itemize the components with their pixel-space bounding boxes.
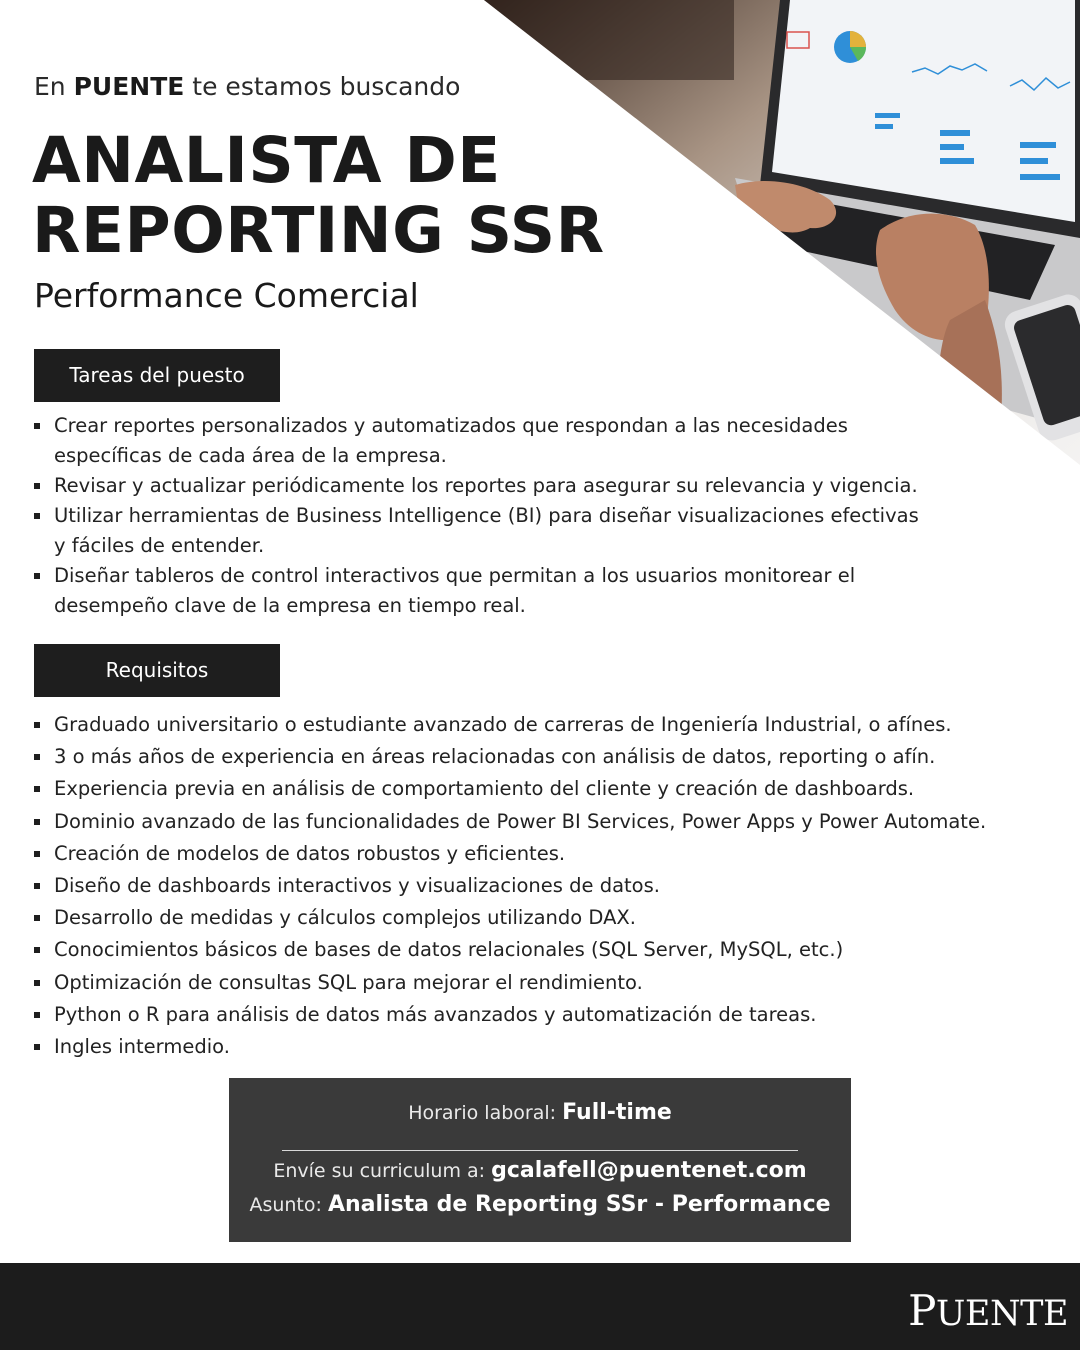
info-divider xyxy=(282,1150,798,1151)
job-title-line-1: ANALISTA DE xyxy=(32,124,501,197)
schedule-value: Full-time xyxy=(562,1100,672,1125)
footer-bar xyxy=(0,1263,1080,1350)
subject-value: Analista de Reporting SSr - Performance xyxy=(327,1192,831,1217)
task-item: Crear reportes personalizados y automatizados que respondan a las necesidades específicas de cada área de la empresa. xyxy=(34,411,919,471)
requirement-item: Conocimientos básicos de bases de datos relacionales (SQL Server, MySQL, etc.) xyxy=(34,934,986,966)
requirement-item: 3 o más años de experiencia en áreas relacionadas con análisis de datos, reporting o afín. xyxy=(34,741,986,773)
subject-row xyxy=(229,1192,851,1217)
intro-line xyxy=(34,72,460,101)
tasks-list xyxy=(34,411,919,621)
requirement-item: Graduado universitario o estudiante avanzado de carreras de Ingeniería Industrial, o afínes. xyxy=(34,709,986,741)
puente-logo: PUENTE xyxy=(908,1286,1068,1335)
intro-brand: PUENTE xyxy=(73,72,185,101)
requirement-item: Experiencia previa en análisis de comportamiento del cliente y creación de dashboards. xyxy=(34,773,986,805)
task-item: Revisar y actualizar periódicamente los reportes para asegurar su relevancia y vigencia. xyxy=(34,471,919,501)
job-title xyxy=(32,126,605,266)
requirement-item: Optimización de consultas SQL para mejorar el rendimiento. xyxy=(34,967,986,999)
requirement-item: Creación de modelos de datos robustos y eficientes. xyxy=(34,838,986,870)
contact-info-box xyxy=(229,1078,851,1242)
schedule-label: Horario laboral: xyxy=(408,1102,563,1124)
requirements-list xyxy=(34,709,986,1063)
task-item: Utilizar herramientas de Business Intelligence (BI) para diseñar visualizaciones efectivas y fáciles de entender. xyxy=(34,501,919,561)
requirement-item: Python o R para análisis de datos más avanzados y automatización de tareas. xyxy=(34,999,986,1031)
cv-label: Envíe su curriculum a: xyxy=(273,1160,492,1182)
section-label-tasks: Tareas del puesto xyxy=(34,349,280,402)
section-label-requirements: Requisitos xyxy=(34,644,280,697)
requirement-item: Dominio avanzado de las funcionalidades de Power BI Services, Power Apps y Power Automate. xyxy=(34,806,986,838)
requirement-item: Diseño de dashboards interactivos y visualizaciones de datos. xyxy=(34,870,986,902)
intro-prefix: En xyxy=(34,72,74,101)
requirement-item: Ingles intermedio. xyxy=(34,1031,986,1063)
subject-label: Asunto: xyxy=(249,1194,328,1216)
intro-suffix: te estamos buscando xyxy=(184,72,461,101)
task-item: Diseñar tableros de control interactivos que permitan a los usuarios monitorear el desempeño clave de la empresa en tiempo real. xyxy=(34,561,919,621)
requirement-item: Desarrollo de medidas y cálculos complejos utilizando DAX. xyxy=(34,902,986,934)
job-subtitle: Performance Comercial xyxy=(34,276,419,315)
schedule-row xyxy=(229,1100,851,1125)
cv-email-link[interactable]: gcalafell@puentenet.com xyxy=(491,1158,807,1183)
job-title-line-2: REPORTING SSR xyxy=(32,194,605,267)
cv-email-row xyxy=(229,1158,851,1183)
